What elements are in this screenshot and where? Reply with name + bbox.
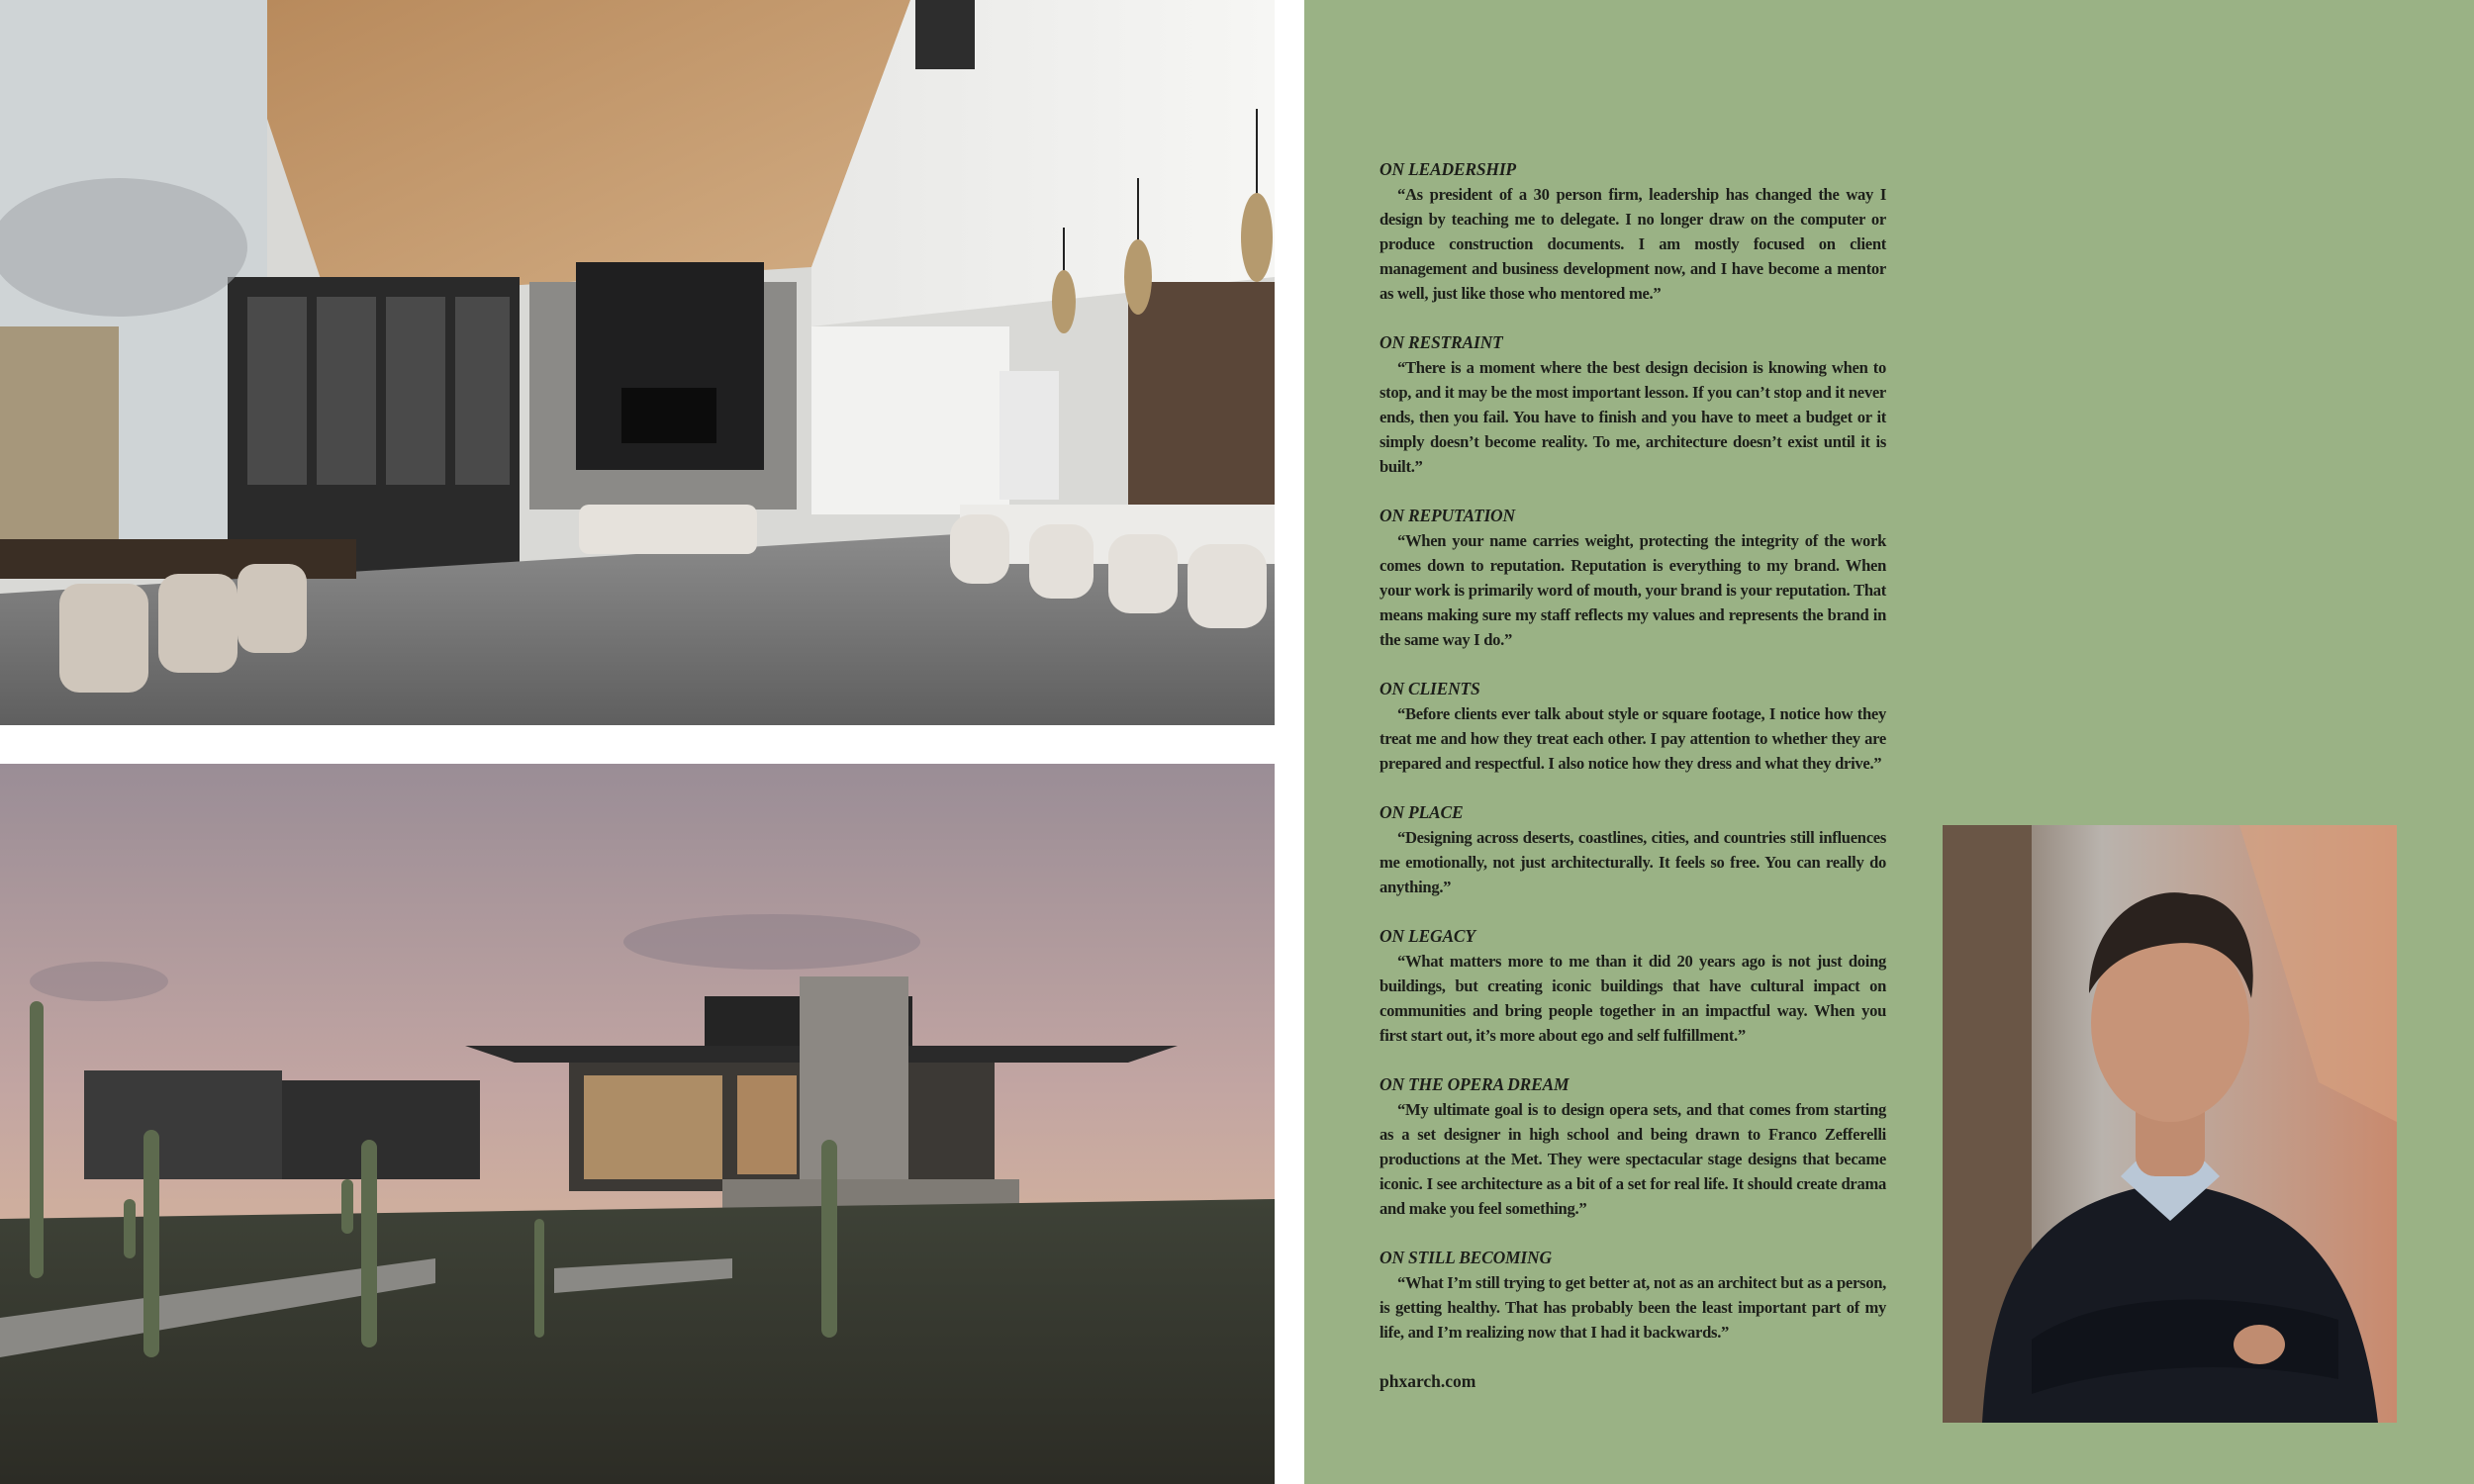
- section-heading: ON CLIENTS: [1380, 679, 1480, 698]
- portrait-illustration: [1943, 825, 2397, 1423]
- interior-photo: [0, 0, 1275, 725]
- section-still-becoming: [1380, 1247, 1886, 1345]
- section-body: “Before clients ever talk about style or square footage, I notice how they treat me and how they treat each other. I pay attention to whether they are prepared and respectful. I also notice how they dress and what they drive.”: [1380, 704, 1886, 773]
- section-heading: ON LEGACY: [1380, 926, 1475, 946]
- section-place: [1380, 801, 1886, 899]
- section-leadership: [1380, 158, 1886, 306]
- section-heading: ON REPUTATION: [1380, 506, 1515, 525]
- section-body: “There is a moment where the best design decision is knowing when to stop, and it may be the most important lesson. If you can’t stop and it never ends, then you fail. You have to finish and you have to meet a budget or it simply doesn’t become reality. To me, architecture doesn’t exist until it is built.”: [1380, 358, 1886, 476]
- exterior-photo: [0, 764, 1275, 1484]
- exterior-illustration: [0, 764, 1275, 1484]
- section-body: “As president of a 30 person firm, leadership has changed the way I design by teaching me to delegate. I no longer draw on the computer or produce construction documents. I am mostly focused on client management and business development now, and I have become a mentor as well, just like those who mentored me.”: [1380, 185, 1886, 303]
- section-heading: ON PLACE: [1380, 802, 1464, 822]
- section-clients: [1380, 678, 1886, 776]
- section-body: “Designing across deserts, coastlines, cities, and countries still influences me emotionally, not just architecturally. It feels so free. You can really do anything.”: [1380, 828, 1886, 896]
- section-body: “What I’m still trying to get better at, not as an architect but as a person, is getting healthy. That has probably been the least important part of my life, and I’m realizing now that I had it backwards.”: [1380, 1273, 1886, 1342]
- interior-illustration: [0, 0, 1275, 725]
- article-text-column: [1380, 158, 1886, 1392]
- section-restraint: [1380, 331, 1886, 479]
- portrait-photo: [1943, 825, 2397, 1423]
- section-heading: ON STILL BECOMING: [1380, 1248, 1552, 1267]
- section-body: “When your name carries weight, protecting the integrity of the work comes down to reputation. Reputation is everything to my brand. When your work is primarily word of mouth, your brand is your reputation. That means making sure my staff reflects my values and represents the brand in the same way I do.”: [1380, 531, 1886, 649]
- section-legacy: [1380, 925, 1886, 1048]
- section-body: “What matters more to me than it did 20 years ago is not just doing buildings, but creating iconic buildings that have cultural impact on communities and bring people together in an impactful way. When you first start out, it’s more about ego and self fulfillment.”: [1380, 952, 1886, 1045]
- section-body: “My ultimate goal is to design opera sets, and that comes from starting as a set designer in high school and being drawn to Franco Zefferelli productions at the Met. They were spectacular stage designs that became iconic. I see architecture as a bit of a set for real life. It should create drama and make you feel something.”: [1380, 1100, 1886, 1218]
- section-reputation: [1380, 505, 1886, 652]
- section-heading: ON RESTRAINT: [1380, 332, 1503, 352]
- section-heading: ON THE OPERA DREAM: [1380, 1074, 1570, 1094]
- section-heading: ON LEADERSHIP: [1380, 159, 1516, 179]
- section-opera-dream: [1380, 1073, 1886, 1221]
- website-link[interactable]: phxarch.com: [1380, 1371, 1476, 1391]
